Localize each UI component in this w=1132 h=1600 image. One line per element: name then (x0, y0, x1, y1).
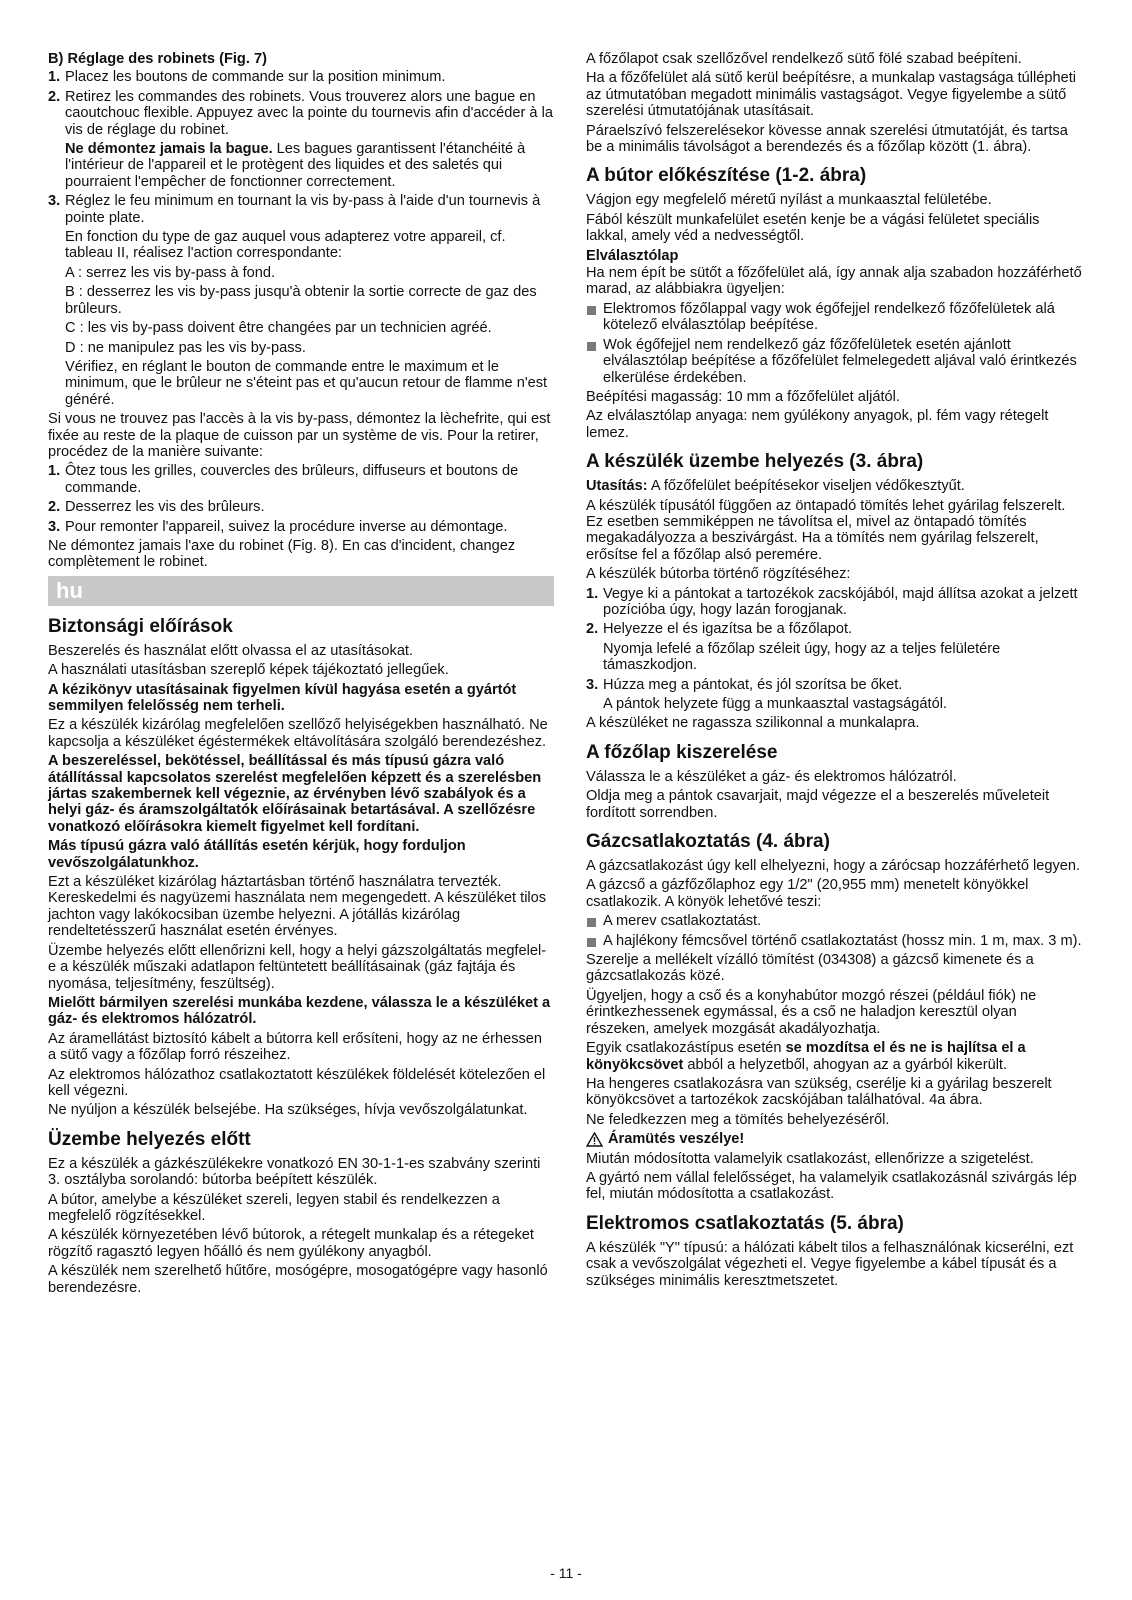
paragraph: Ügyeljen, hogy a cső és a konyhabútor mozgó részei (például fiók) ne érintkezhessenek egymással, és a cső ne haladjon keresztül olyan részeken, amelyek mozgását akadályozhatja. (586, 987, 1037, 1037)
fr-step-1: 1. Placez les boutons de commande sur la position minimum. (48, 69, 446, 86)
paragraph: Ha nem épít be sütőt a főzőfelület alá, így annak alja szabadon hozzáférhető marad, az alábbiakra ügyeljen: (586, 265, 1082, 298)
paragraph-bold: A kézikönyv utasításainak figyelmen kívül hagyása esetén a gyártót semmilyen felelősség nem terheli. (48, 681, 517, 714)
bullet-item: A merev csatlakoztatást. (586, 913, 1084, 929)
bullet-item: Wok égőfejjel nem rendelkező gáz főzőfelületek esetén ajánlott elválasztólap beépítése a főzőfelület felmelegedett aljával való érintkezés elkerülése érdekében. (586, 337, 1084, 386)
page-number: - 11 - (550, 1565, 582, 1581)
paragraph-bold: A beszereléssel, bekötéssel, beállítással és más típusú gázra való átállítással kapcsolatos szerelést megfelelően képzett és a szerelésben jártas szakembernek kell végeznie, az érvényben lévő szabályok és a helyi gáz- és áramszolgáltatók előírásainak betartásával. A szellőzésre vonatkozó előírásokra kiemelt figyelmet kell fordítani. (48, 753, 542, 835)
paragraph: A készülék "Y" típusú: a hálózati kábelt tilos a felhasználónak kicserélni, ezt csak a vevőszolgálat végezheti el. Vegye figyelembe a kábel típusát és a szükséges minimális keresztmetszetet. (586, 1239, 1074, 1289)
fr-removal-step-1: 1. Ôtez tous les grilles, couvercles des brûleurs, diffuseurs et boutons de commande. (48, 463, 519, 496)
fr-removal-step-3: 3. Pour remonter l'appareil, suivez la procédure inverse au démontage. (48, 518, 508, 535)
paragraph: Ne nyúljon a készülék belsejébe. Ha szükséges, hívja vevőszolgálatunkat. (48, 1102, 528, 1119)
paragraph: Válassza le a készüléket a gáz- és elektromos hálózatról. (586, 768, 957, 785)
subheading-separator: Elválasztólap (586, 247, 679, 264)
square-bullet-icon (587, 918, 596, 927)
heading-removal: A főzőlap kiszerelése (586, 741, 778, 763)
paragraph: Ez a készülék kizárólag megfelelően szellőző helyiségekben használható. Ne kapcsolja a készüléket égéstermékek eltávolítására szolgáló berendezéshez. (48, 717, 548, 750)
heading-before-install: Üzembe helyezés előtt (48, 1128, 251, 1150)
fr-removal-step-2: 2. Desserrez les vis des brûleurs. (48, 499, 265, 516)
paragraph: Vágjon egy megfelelő méretű nyílást a munkaasztal felületébe. (586, 192, 992, 209)
paragraph: A készülék nem szerelhető hűtőre, mosógépre, mosogatógépre vagy hasonló berendezésre. (48, 1263, 548, 1296)
paragraph: Beépítési magasság: 10 mm a főzőfelület aljától. (586, 388, 900, 405)
fr-no-access-paragraph: Si vous ne trouvez pas l'accès à la vis by-pass, démontez la lèchefrite, qui est fixée au reste de la plaque de cuisson par un système de vis. Pour la retirer, procédez de la manière suivante: (48, 411, 551, 460)
fr-step-3: 3. Réglez le feu minimum en tournant la vis by-pass à l'aide d'un tournevis à pointe plate. En fonction du type de gaz auquel vous adapterez votre appareil, cf. tableau II, réalisez l'action correspondante: A : serrez les vis by-pass à fond. B : desserrez les vis by-pass jusqu'à obtenir la sortie correcte de gaz des brûleurs. C : les vis by-pass doivent être changées par un technicien agréé. D : ne manipulez pas les vis by-pass. Vérifiez, en réglant le bouton de commande entre le maximum et le minimum, que le brûleur ne s'éteint pas et qu'aucun retour de flamme n'est généré. (48, 193, 548, 408)
paragraph-bold: Más típusú gázra való átállítás esetén kérjük, hogy forduljon vevőszolgálatunkhoz. (48, 838, 466, 871)
bullet-item: A hajlékony fémcsővel történő csatlakoztatást (hossz min. 1 m, max. 3 m). (586, 933, 1084, 949)
warning-triangle-icon (586, 1132, 603, 1147)
paragraph: Páraelszívó felszerelésekor kövesse annak szerelési útmutatóját, és tartsa be a minimális távolságot a berendezés és a főzőlap között (1. ábra). (586, 122, 1068, 156)
paragraph: A gázcsatlakozást úgy kell elhelyezni, hogy a zárócsap hozzáférhető legyen. (586, 858, 1081, 875)
install-step-2: 2. Helyezze el és igazítsa be a főzőlapot. Nyomja lefelé a főzőlap széleit úgy, hogy az a teljes felületére támaszkodjon. (586, 621, 1001, 674)
bullet-item: Elektromos főzőlappal vagy wok égőfejjel rendelkező főzőfelületek alá kötelező elválasztólap beépítése. (586, 301, 1084, 334)
paragraph: Az elválasztólap anyaga: nem gyúlékony anyagok, pl. fém vagy rétegelt lemez. (586, 408, 1049, 441)
paragraph: Az elektromos hálózathoz csatlakoztatott készülékek földelését kötelezően el kell végezni. (48, 1066, 546, 1099)
paragraph: Ez a készülék a gázkészülékekre vonatkozó EN 30-1-1-es szabvány szerinti 3. osztályba sorolandó: bútorba beépített készülék. (48, 1155, 541, 1189)
paragraph: Egyik csatlakozástípus esetén se mozdítsa el és ne is hajlítsa el a könyökcsövet abból a helyzetből, ahogyan az a gyárból kikerült. (586, 1040, 1026, 1073)
paragraph: Ne feledkezzen meg a tömítés behelyezéséről. (586, 1111, 890, 1128)
paragraph: Ezt a készüléket kizárólag háztartásban történő használatra tervezték. Kereskedelmi és nagyüzemi használata nem megengedett. A készüléket tilos jachton vagy lakókocsiban üzembe helyezni. A jótállás kizárólag rendeltetésszerű használat esetén érvényes. (48, 874, 547, 940)
paragraph: Szerelje a mellékelt vízálló tömítést (034308) a gázcső kimenete és a gázcsatlakozás közé. (586, 952, 1034, 985)
warning-label: Áramütés veszélye! (586, 1131, 1084, 1147)
paragraph: Ha hengeres csatlakozásra van szükség, cserélje ki a gyárilag beszerelt könyökcsövet a tartozékok zacskójában találhatóval. 4a ábra. (586, 1075, 1052, 1109)
language-bar: hu (48, 576, 554, 606)
right-column (586, 51, 1084, 1292)
paragraph: Ha a főzőfelület alá sütő kerül beépítésre, a munkalap vastagsága túllépheti az útmutatóban megadott minimális vastagságot. Vegye figyelembe a sütő szerelési útmutatójának utasításait. (586, 70, 1077, 120)
square-bullet-icon (587, 938, 596, 947)
paragraph-bold: Mielőtt bármilyen szerelési munkába kezdene, válassza le a készüléket a gáz- és elektromos hálózatról. (48, 994, 551, 1028)
paragraph: Oldja meg a pántok csavarjait, majd végezze el a beszerelés műveleteit fordított sorrendben. (586, 788, 1050, 821)
square-bullet-icon (587, 342, 596, 351)
paragraph: A gázcső a gázfőzőlaphoz egy 1/2" (20,955 mm) menetelt könyökkel csatlakozik. A könyök lehetővé teszi: (586, 877, 1029, 910)
heading-safety: Biztonsági előírások (48, 615, 233, 637)
paragraph: A készülék bútorba történő rögzítéséhez: (586, 566, 851, 583)
paragraph: Miután módosította valamelyik csatlakozást, ellenőrizze a szigetelést. (586, 1150, 1034, 1167)
paragraph: A készülék környezetében lévő bútorok, a rétegelt munkalap és a rétegeket rögzítő ragasztó legyen hőálló és nem gyúlékony anyagból. (48, 1227, 534, 1260)
square-bullet-icon (587, 306, 596, 315)
heading-furniture: A bútor előkészítése (1-2. ábra) (586, 165, 867, 187)
fr-step-2: 2. Retirez les commandes des robinets. Vous trouverez alors une bague en caoutchouc flexible. Appuyez avec la pointe du tournevis afin d'accéder à la vis de réglage du robinet. Ne démontez jamais la bague. Les bagues garantissent l'étanchéité à l'intérieur de l'appareil et le protègent des liquides et des saletés qui pourraient l'empêcher de fonctionner correctement. (48, 88, 553, 190)
install-step-1: 1. Vegye ki a pántokat a tartozékok zacskójából, majd állítsa azokat a jelzett pozícióba úgy, hogy lazán forogjanak. (586, 585, 1078, 618)
paragraph: Fából készült munkafelület esetén kenje be a vágási felületet speciális lakkal, amely véd a nedvességtől. (586, 211, 1040, 245)
heading-gas: Gázcsatlakoztatás (4. ábra) (586, 831, 830, 853)
heading-electrical: Elektromos csatlakoztatás (5. ábra) (586, 1212, 904, 1234)
paragraph: A használati utasításban szereplő képek tájékoztató jellegűek. (48, 662, 449, 679)
paragraph: A készülék típusától függően az öntapadó tömítés lehet gyárilag felszerelt. Ez esetben semmiképpen ne távolítsa el, mivel az öntapadó tömítés megakadályozza a beszivárgást. Ha a tömítés nem gyárilag felszerelt, erősítse fel a főzőlap alsó peremére. (586, 497, 1066, 563)
paragraph: A főzőlapot csak szellőzővel rendelkező sütő fölé szabad beépíteni. (586, 51, 1022, 67)
heading-install: A készülék üzembe helyezés (3. ábra) (586, 451, 924, 473)
paragraph: A készüléket ne ragassza szilikonnal a munkalapra. (586, 715, 920, 732)
paragraph: Utasítás: A főzőfelület beépítésekor viseljen védőkesztyűt. (586, 478, 965, 495)
fr-final-paragraph: Ne démontez jamais l'axe du robinet (Fig. 8). En cas d'incident, changez complètement le robinet. (48, 537, 516, 571)
paragraph: Az áramellátást biztosító kábelt a bútorra kell erősíteni, hogy az ne érhessen a sütő vagy a főzőlap forró részeihez. (48, 1030, 543, 1064)
paragraph: Üzembe helyezés előtt ellenőrizni kell, hogy a helyi gázszolgáltatás megfelel-e a készülék műszaki adatlapon feltüntetett beállításainak (gáz fajtája és nyomása, teljesítmény, feszültség). (48, 942, 547, 992)
paragraph: Beszerelés és használat előtt olvassa el az utasításokat. (48, 642, 414, 659)
paragraph: A bútor, amelybe a készüléket szereli, legyen stabil és rendelkezzen a megfelelő rögzítésekkel. (48, 1191, 500, 1224)
paragraph: A gyártó nem vállal felelősséget, ha valamelyik csatlakozásnál szivárgás lép fel, miután módosította a csatlakozást. (586, 1169, 1077, 1203)
fr-section-heading: B) Réglage des robinets (Fig. 7) (48, 51, 267, 67)
install-step-3: 3. Húzza meg a pántokat, és jól szorítsa be őket. A pántok helyzete függ a munkaasztal vastagságától. (586, 676, 947, 712)
left-column (48, 51, 554, 1299)
